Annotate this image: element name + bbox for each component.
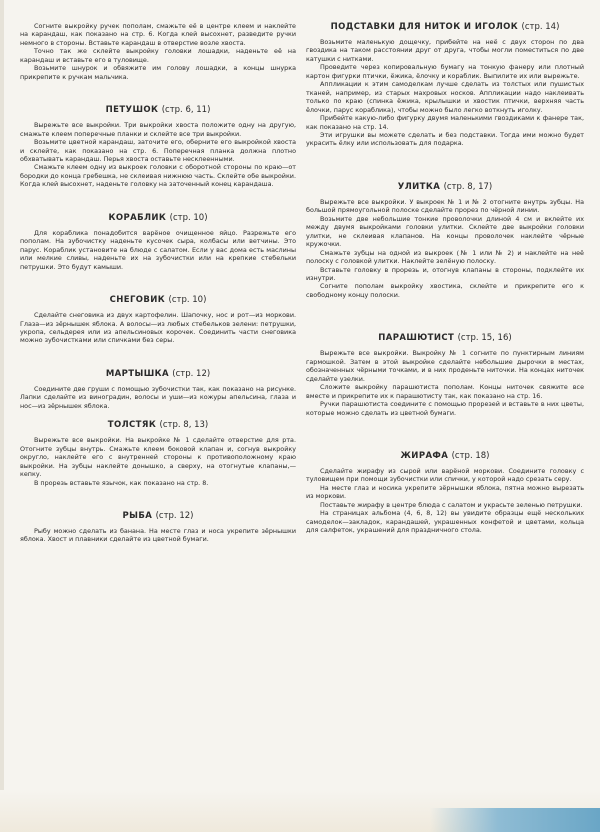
section-korablik xyxy=(20,213,296,271)
paragraph: Вырежьте все выкройки. На выкройке № 1 сделайте отверстие для рта. Отогните зубцы внутрь. Смажьте клеем боковой клапан и, согнув выкройку округло, наклейте его с внутренней стороны к противоположному краю выкройки. На зубцы наклейте донышко, а сверху, на отогнутые клапаны,—кепку. xyxy=(20,436,296,479)
section-heading xyxy=(20,105,296,115)
page-ref: (стр. 10) xyxy=(168,295,207,306)
heading-title: КОРАБЛИК xyxy=(108,212,167,223)
paragraph: Эти игрушки вы можете сделать и без подставки. Тогда ими можно будет украсить ёлку или использовать для подарка. xyxy=(306,130,584,148)
paragraph: Согните выкройку ручек пополам, смажьте её в центре клеем и наклейте на карандаш, как показано на стр. 6. Когда клей высохнет, разведите ручки немного в стороны. Вставьте карандаш в отверстие возле хвоста. xyxy=(20,22,296,47)
paragraph: Аппликации к этим самоделкам лучше сделать из толстых или пушистых тканей, например, из старых махровых носков. Аппликации надо наклеивать только по краю (спинка ёжика, крылышки и хвостик птички, верхняя часть ёлочки, парус кораблика), чтобы можно было легко воткнуть иголку. xyxy=(306,80,584,114)
paragraph: Смажьте зубцы на одной из выкроек (№ 1 или № 2) и наклейте на неё полоску с головкой улитки. Наклейте зелёную полоску. xyxy=(306,248,584,266)
section-heading xyxy=(20,420,296,430)
section-petushok xyxy=(20,105,296,189)
page-ref: (стр. 18) xyxy=(451,450,490,461)
paragraph: Согните пополам выкройку хвостика, склейте и прикрепите его к свободному концу полоски. xyxy=(306,282,584,299)
paragraph: Сложите выкройку парашютиста пополам. Концы ниточек свяжите все вместе и прикрепите их к парашютисту так, как показано на стр. 16. xyxy=(306,383,584,400)
section-heading xyxy=(20,369,296,379)
heading-title: УЛИТКА xyxy=(397,181,441,192)
paragraph: Точно так же склейте выкройку головки лошадки, наденьте её на карандаш и вставьте его в туловище. xyxy=(20,47,296,64)
heading-title: ПОДСТАВКИ ДЛЯ НИТОК И ИГОЛОК xyxy=(330,22,519,32)
page-ref: (стр. 6, 11) xyxy=(161,105,211,116)
paragraph: Возьмите две небольшие тонкие проволочки длиной 4 см и вклейте их между двумя выкройками головки улитки. Склейте две выкройки головки улитки, не склеивая клапанов. На концы проволочек наклейте чёрные кружочки. xyxy=(306,214,584,249)
heading-title: МАРТЫШКА xyxy=(105,368,169,379)
paragraph: Ручки парашютиста соедините с помощью прорезей и вставьте в них цветы, которые можно сделать из цветной бумаги. xyxy=(306,400,584,417)
paragraph: На месте глаз и носика укрепите зёрнышки яблока, пятна можно вырезать из моркови. xyxy=(306,483,584,501)
section-heading xyxy=(306,22,584,32)
paragraph: Вырежьте все выкройки. У выкроек № 1 и № 2 отогните внутрь зубцы. На большой прямоугольной полоске сделайте прорез по чёрной линии. xyxy=(306,197,584,215)
right-column xyxy=(306,22,584,535)
heading-title: ПАРАШЮТИСТ xyxy=(378,333,455,344)
section-tolstyak xyxy=(20,420,296,487)
page-ref: (стр. 15, 16) xyxy=(457,333,512,344)
paragraph: Сделайте жирафу из сырой или варёной моркови. Соедините головку с туловищем при помощи зубочистки или спички, у которой надо срезать серу. xyxy=(306,466,584,484)
paragraph: Возьмите цветной карандаш, заточите его, оберните его выкройкой хвоста и склейте, как показано на стр. 6. Поперечная планка должна плотно обхватывать карандаш. Перья хвоста оставьте несклеенными. xyxy=(20,138,296,163)
page-ref: (стр. 12) xyxy=(172,368,211,379)
section-heading xyxy=(306,451,584,461)
paragraph: Соедините две груши с помощью зубочистки так, как показано на рисунке. Лапки сделайте из виноградин, волосы и уши—из кожуры апельсина, глаза и нос—из зёрнышек яблока. xyxy=(20,384,296,410)
paragraph: На страницах альбома (4, 6, 8, 12) вы увидите образцы ещё нескольких самоделок—закладок, карандашей, украшенных конфетой и цветами, кольца для салфеток, украшений для праздничного стола. xyxy=(306,509,584,535)
paragraph: В прорезь вставьте язычок, как показано на стр. 8. xyxy=(34,478,209,487)
page-ref: (стр. 10) xyxy=(169,212,208,223)
paragraph: Возьмите маленькую дощечку, прибейте на неё с двух сторон по два гвоздика на таком расстоянии друг от друга, чтобы могли поместиться по две катушки с нитками. xyxy=(306,38,584,63)
section-parashyutist xyxy=(306,333,584,417)
paragraph: Смажьте клеем одну из выкроек головки с оборотной стороны по краю—от бородки до конца гребешка, не склеивая нижнюю часть. Склейте обе выкройки. Когда клей высохнет, наденьте головку на заточенный конец карандаша. xyxy=(20,163,296,189)
paragraph: Для кораблика понадобится варёное очищенное яйцо. Разрежьте его пополам. На зубочистку наденьте кусочек сыра, колбасы или ветчины. Это парус. Кораблик установите на блюде с салатом. Если у вас дома есть маслины или мелкие сливы, наденьте их на зубочистки или на крепкие стебельки петрушки. Это будут камыши. xyxy=(20,228,296,271)
section-ryba xyxy=(20,511,296,544)
paragraph: Рыбу можно сделать из банана. На месте глаз и носа укрепите зёрнышки яблока. Хвост и плавники сделайте из цветной бумаги. xyxy=(20,526,296,544)
section-heading xyxy=(306,333,584,343)
paragraph: Сделайте снеговика из двух картофелин. Шапочку, нос и рот—из моркови. Глаза—из зёрнышек яблока. А волосы—из любых стебельков зелени: петрушки, укропа, сельдерея или из апельсиновых корочек. Соединить части снеговика можно зубочистками или спичками без серы. xyxy=(20,311,296,345)
paragraph: Вырежьте все выкройки. Выкройку № 1 согните по пунктирным линиям гармошкой. Затем в этой выкройке сделайте небольшие дырочки в местах, обозначенных чёрными точками, и в них проденьте ниточки. На концах ниточек сделайте узелки. xyxy=(306,349,584,383)
page-ref: (стр. 14) xyxy=(521,22,560,32)
heading-title: ПЕТУШОК xyxy=(105,105,159,116)
paragraph: Возьмите шнурок и обвяжите им голову лошадки, а концы шнурка прикрепите к ручкам мальчика. xyxy=(20,64,296,81)
paragraph: Поставьте жирафу в центре блюда с салатом и украсьте зеленью петрушки. xyxy=(320,500,583,509)
heading-title: СНЕГОВИК xyxy=(109,295,166,306)
page-ref: (стр. 8, 13) xyxy=(159,420,209,431)
heading-title: РЫБА xyxy=(122,510,153,521)
page-ref: (стр. 12) xyxy=(155,510,194,521)
page-ref: (стр. 8, 17) xyxy=(443,181,493,192)
section-heading xyxy=(306,182,584,192)
paragraph: Проведите через копировальную бумагу на тонкую фанеру или плотный картон фигурки птички, ёжика, ёлочку и кораблик. Выпилите их или вырежьте. xyxy=(306,63,584,80)
section-heading xyxy=(20,213,296,223)
heading-title: ЖИРАФА xyxy=(400,450,449,461)
section-snegovik xyxy=(20,295,296,345)
section-martyshka xyxy=(20,369,296,410)
section-heading xyxy=(20,295,296,305)
blue-cover-stripe xyxy=(430,808,600,832)
paragraph: Прибейте какую-либо фигурку двумя маленькими гвоздиками к фанере так, как показано на стр. 14. xyxy=(306,114,584,131)
paragraph: Вырежьте все выкройки. Три выкройки хвоста положите одну на другую, смажьте клеем поперечные планки и склейте все три выкройки. xyxy=(20,121,296,138)
paragraph: Вставьте головку в прорезь и, отогнув клапаны в стороны, подклейте их изнутри. xyxy=(306,265,584,282)
section-heading xyxy=(20,511,296,521)
heading-title: ТОЛСТЯК xyxy=(107,420,157,431)
section-podstavki xyxy=(306,22,584,148)
section-intro xyxy=(20,22,296,81)
section-ulitka xyxy=(306,182,584,299)
left-column xyxy=(20,22,296,544)
section-zhirafa xyxy=(306,451,584,535)
page-edge xyxy=(0,0,4,832)
